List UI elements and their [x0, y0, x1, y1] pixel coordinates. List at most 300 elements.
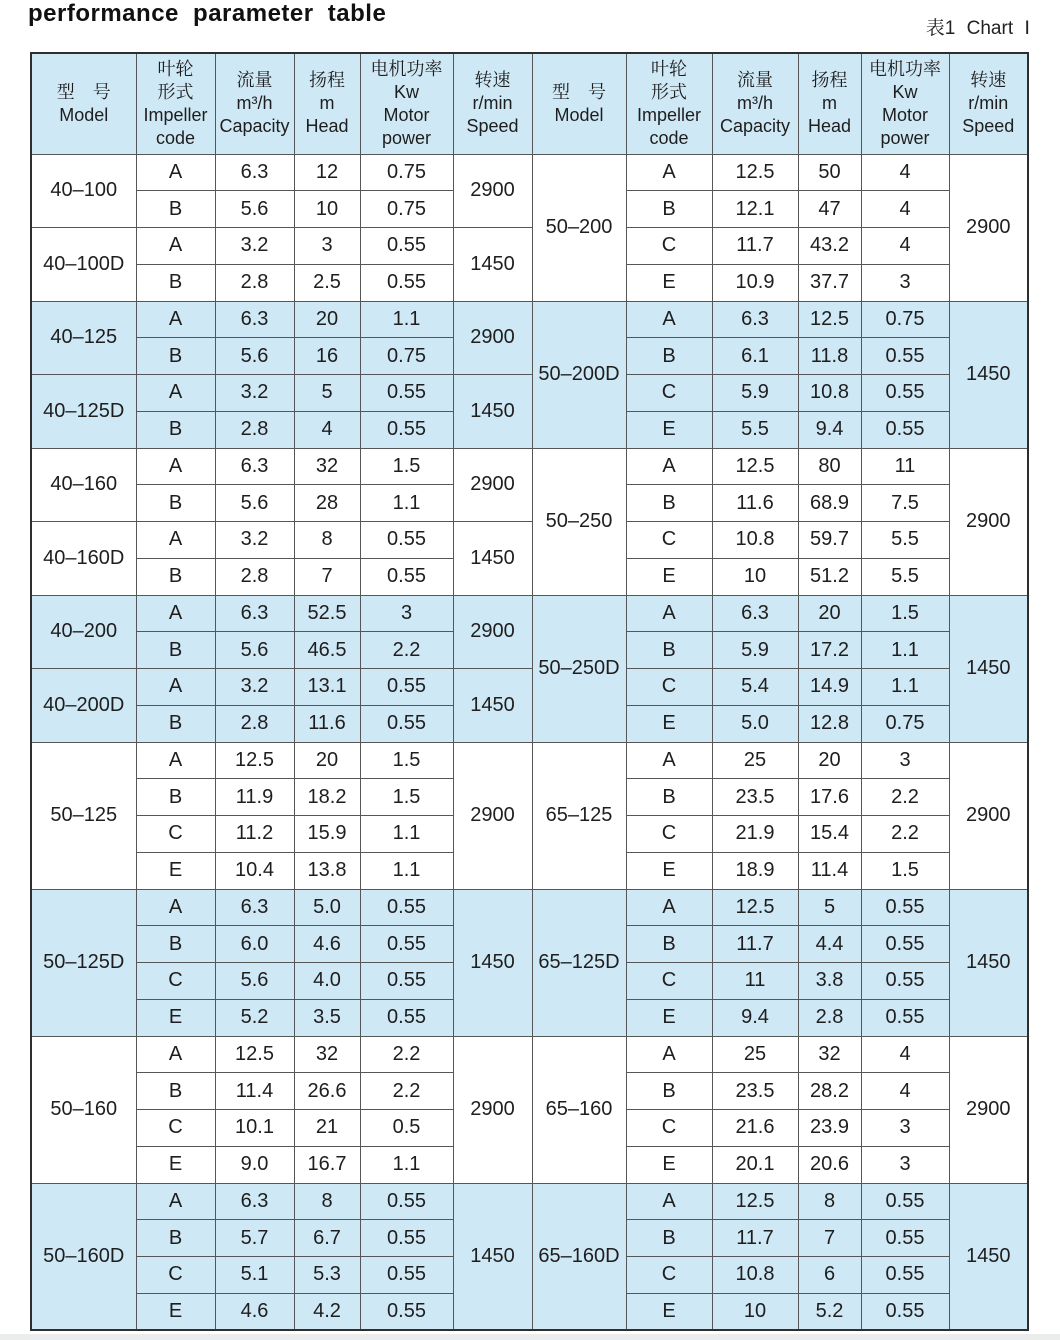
head-cell: 3.5 [294, 999, 360, 1036]
table-row [31, 375, 1028, 412]
impeller-code-cell: A [136, 448, 215, 485]
capacity-cell: 10 [712, 558, 798, 595]
impeller-code-cell: E [626, 999, 712, 1036]
capacity-cell: 9.4 [712, 999, 798, 1036]
impeller-code-cell: E [136, 1293, 215, 1330]
motor-power-cell: 7.5 [861, 485, 949, 522]
model-cell: 40–160 [31, 448, 136, 522]
speed-cell: 2900 [453, 742, 532, 889]
capacity-cell: 6.3 [712, 301, 798, 338]
impeller-code-cell: B [136, 485, 215, 522]
impeller-code-cell: C [626, 1257, 712, 1294]
motor-power-cell: 0.55 [360, 705, 453, 742]
motor-power-cell: 4 [861, 1036, 949, 1073]
impeller-code-cell: B [626, 1220, 712, 1257]
capacity-cell: 11.7 [712, 228, 798, 265]
impeller-code-cell: C [136, 1110, 215, 1147]
motor-power-cell: 1.1 [360, 485, 453, 522]
motor-power-cell: 2.2 [360, 632, 453, 669]
speed-cell: 2900 [949, 448, 1028, 595]
capacity-cell: 12.5 [712, 154, 798, 191]
motor-power-cell: 0.55 [360, 558, 453, 595]
speed-cell: 1450 [453, 522, 532, 596]
speed-cell: 2900 [453, 154, 532, 228]
capacity-cell: 12.5 [215, 742, 294, 779]
capacity-cell: 9.0 [215, 1146, 294, 1183]
motor-power-cell: 1.5 [861, 852, 949, 889]
head-cell: 3 [294, 228, 360, 265]
head-cell: 5 [294, 375, 360, 412]
head-cell: 59.7 [798, 522, 861, 559]
table-row [31, 154, 1028, 191]
speed-cell: 1450 [453, 375, 532, 449]
impeller-code-cell: A [136, 375, 215, 412]
model-cell: 40–200D [31, 669, 136, 743]
table-row [31, 1183, 1028, 1220]
model-cell: 40–200 [31, 595, 136, 669]
motor-power-cell: 1.5 [360, 448, 453, 485]
motor-power-cell: 2.2 [861, 779, 949, 816]
capacity-cell: 5.6 [215, 338, 294, 375]
motor-power-cell: 2.2 [861, 816, 949, 853]
capacity-cell: 12.5 [215, 1036, 294, 1073]
model-cell: 65–125 [532, 742, 626, 889]
performance-table [30, 52, 1029, 1331]
impeller-code-cell: A [626, 1183, 712, 1220]
capacity-cell: 2.8 [215, 264, 294, 301]
motor-power-cell: 4 [861, 154, 949, 191]
motor-power-cell: 0.55 [861, 1257, 949, 1294]
capacity-cell: 2.8 [215, 411, 294, 448]
head-cell: 3.8 [798, 963, 861, 1000]
impeller-code-cell: B [136, 926, 215, 963]
capacity-cell: 20.1 [712, 1146, 798, 1183]
head-cell: 16 [294, 338, 360, 375]
capacity-cell: 4.6 [215, 1293, 294, 1330]
column-header-model: 型 号 Model [31, 53, 136, 154]
speed-cell: 2900 [949, 1036, 1028, 1183]
head-cell: 2.5 [294, 264, 360, 301]
capacity-cell: 11.4 [215, 1073, 294, 1110]
capacity-cell: 3.2 [215, 375, 294, 412]
table-row [31, 522, 1028, 559]
impeller-code-cell: B [626, 632, 712, 669]
impeller-code-cell: C [626, 228, 712, 265]
column-header-model: 型 号 Model [532, 53, 626, 154]
head-cell: 5.0 [294, 889, 360, 926]
head-cell: 32 [798, 1036, 861, 1073]
model-cell: 50–250D [532, 595, 626, 742]
impeller-code-cell: C [626, 1110, 712, 1147]
head-cell: 11.6 [294, 705, 360, 742]
column-header-impeller-code: 叶轮 形式 Impeller code [626, 53, 712, 154]
motor-power-cell: 0.55 [360, 889, 453, 926]
impeller-code-cell: C [136, 816, 215, 853]
head-cell: 50 [798, 154, 861, 191]
head-cell: 4.6 [294, 926, 360, 963]
head-cell: 20 [798, 595, 861, 632]
column-header-capacity: 流量 m³/h Capacity [215, 53, 294, 154]
head-cell: 8 [798, 1183, 861, 1220]
speed-cell: 2900 [453, 595, 532, 669]
head-cell: 28.2 [798, 1073, 861, 1110]
speed-cell: 1450 [453, 1183, 532, 1330]
speed-cell: 1450 [949, 595, 1028, 742]
capacity-cell: 18.9 [712, 852, 798, 889]
impeller-code-cell: A [626, 1036, 712, 1073]
motor-power-cell: 0.75 [360, 338, 453, 375]
impeller-code-cell: C [626, 963, 712, 1000]
capacity-cell: 23.5 [712, 779, 798, 816]
motor-power-cell: 5.5 [861, 558, 949, 595]
head-cell: 18.2 [294, 779, 360, 816]
impeller-code-cell: E [136, 852, 215, 889]
model-cell: 50–200 [532, 154, 626, 301]
impeller-code-cell: A [626, 448, 712, 485]
model-cell: 50–200D [532, 301, 626, 448]
motor-power-cell: 0.55 [360, 669, 453, 706]
motor-power-cell: 1.1 [360, 816, 453, 853]
speed-cell: 2900 [949, 154, 1028, 301]
capacity-cell: 3.2 [215, 669, 294, 706]
impeller-code-cell: C [136, 1257, 215, 1294]
model-cell: 50–160D [31, 1183, 136, 1330]
impeller-code-cell: B [136, 558, 215, 595]
motor-power-cell: 1.1 [360, 1146, 453, 1183]
speed-cell: 1450 [453, 228, 532, 302]
head-cell: 13.8 [294, 852, 360, 889]
capacity-cell: 6.3 [215, 154, 294, 191]
capacity-cell: 2.8 [215, 558, 294, 595]
capacity-cell: 6.3 [215, 1183, 294, 1220]
speed-cell: 2900 [453, 448, 532, 522]
impeller-code-cell: A [136, 154, 215, 191]
motor-power-cell: 3 [360, 595, 453, 632]
model-cell: 40–125 [31, 301, 136, 375]
head-cell: 12.5 [798, 301, 861, 338]
capacity-cell: 5.6 [215, 485, 294, 522]
head-cell: 17.6 [798, 779, 861, 816]
head-cell: 8 [294, 1183, 360, 1220]
head-cell: 21 [294, 1110, 360, 1147]
capacity-cell: 5.4 [712, 669, 798, 706]
speed-cell: 1450 [949, 889, 1028, 1036]
motor-power-cell: 0.55 [861, 1220, 949, 1257]
capacity-cell: 11.9 [215, 779, 294, 816]
impeller-code-cell: B [136, 411, 215, 448]
motor-power-cell: 0.55 [360, 963, 453, 1000]
impeller-code-cell: C [626, 669, 712, 706]
head-cell: 47 [798, 191, 861, 228]
impeller-code-cell: A [136, 522, 215, 559]
speed-cell: 1450 [949, 1183, 1028, 1330]
motor-power-cell: 3 [861, 1146, 949, 1183]
capacity-cell: 2.8 [215, 705, 294, 742]
model-cell: 40–100 [31, 154, 136, 228]
column-header-speed: 转速 r/min Speed [949, 53, 1028, 154]
capacity-cell: 10 [712, 1293, 798, 1330]
head-cell: 80 [798, 448, 861, 485]
head-cell: 20.6 [798, 1146, 861, 1183]
capacity-cell: 12.5 [712, 889, 798, 926]
capacity-cell: 6.3 [215, 595, 294, 632]
motor-power-cell: 0.55 [861, 338, 949, 375]
capacity-cell: 25 [712, 742, 798, 779]
capacity-cell: 12.5 [712, 1183, 798, 1220]
head-cell: 68.9 [798, 485, 861, 522]
impeller-code-cell: B [626, 1073, 712, 1110]
capacity-cell: 5.2 [215, 999, 294, 1036]
capacity-cell: 21.9 [712, 816, 798, 853]
motor-power-cell: 11 [861, 448, 949, 485]
motor-power-cell: 0.75 [360, 154, 453, 191]
motor-power-cell: 0.55 [360, 522, 453, 559]
capacity-cell: 12.5 [712, 448, 798, 485]
capacity-cell: 5.6 [215, 632, 294, 669]
head-cell: 43.2 [798, 228, 861, 265]
model-cell: 50–125D [31, 889, 136, 1036]
head-cell: 32 [294, 448, 360, 485]
impeller-code-cell: A [626, 154, 712, 191]
capacity-cell: 5.6 [215, 191, 294, 228]
motor-power-cell: 3 [861, 742, 949, 779]
model-cell: 50–125 [31, 742, 136, 889]
column-header-capacity: 流量 m³/h Capacity [712, 53, 798, 154]
head-cell: 10 [294, 191, 360, 228]
motor-power-cell: 0.55 [861, 963, 949, 1000]
capacity-cell: 25 [712, 1036, 798, 1073]
motor-power-cell: 0.75 [861, 705, 949, 742]
impeller-code-cell: A [626, 595, 712, 632]
capacity-cell: 10.8 [712, 1257, 798, 1294]
motor-power-cell: 1.5 [861, 595, 949, 632]
motor-power-cell: 0.55 [861, 1293, 949, 1330]
impeller-code-cell: C [626, 522, 712, 559]
head-cell: 20 [798, 742, 861, 779]
impeller-code-cell: C [626, 816, 712, 853]
capacity-cell: 11.7 [712, 1220, 798, 1257]
motor-power-cell: 0.55 [360, 1257, 453, 1294]
motor-power-cell: 0.55 [360, 375, 453, 412]
motor-power-cell: 0.75 [861, 301, 949, 338]
table-row [31, 228, 1028, 265]
head-cell: 6.7 [294, 1220, 360, 1257]
head-cell: 4 [294, 411, 360, 448]
motor-power-cell: 0.55 [861, 411, 949, 448]
page-title: performance parameter table [28, 0, 387, 27]
motor-power-cell: 0.75 [360, 191, 453, 228]
capacity-cell: 3.2 [215, 522, 294, 559]
impeller-code-cell: E [626, 558, 712, 595]
impeller-code-cell: B [626, 926, 712, 963]
capacity-cell: 5.0 [712, 705, 798, 742]
motor-power-cell: 0.5 [360, 1110, 453, 1147]
motor-power-cell: 1.5 [360, 779, 453, 816]
impeller-code-cell: E [626, 264, 712, 301]
table-row [31, 669, 1028, 706]
capacity-cell: 5.9 [712, 375, 798, 412]
motor-power-cell: 0.55 [360, 999, 453, 1036]
speed-cell: 2900 [453, 301, 532, 375]
capacity-cell: 6.0 [215, 926, 294, 963]
motor-power-cell: 0.55 [360, 1293, 453, 1330]
motor-power-cell: 3 [861, 1110, 949, 1147]
capacity-cell: 5.1 [215, 1257, 294, 1294]
column-header-motor-power: 电机功率 Kw Motor power [360, 53, 453, 154]
capacity-cell: 5.7 [215, 1220, 294, 1257]
table-row [31, 448, 1028, 485]
capacity-cell: 21.6 [712, 1110, 798, 1147]
head-cell: 13.1 [294, 669, 360, 706]
capacity-cell: 11.6 [712, 485, 798, 522]
head-cell: 51.2 [798, 558, 861, 595]
impeller-code-cell: A [626, 889, 712, 926]
model-cell: 65–125D [532, 889, 626, 1036]
motor-power-cell: 1.5 [360, 742, 453, 779]
motor-power-cell: 2.2 [360, 1073, 453, 1110]
motor-power-cell: 4 [861, 228, 949, 265]
head-cell: 32 [294, 1036, 360, 1073]
impeller-code-cell: A [136, 889, 215, 926]
speed-cell: 1450 [453, 669, 532, 743]
head-cell: 8 [294, 522, 360, 559]
column-header-head: 扬程 m Head [294, 53, 360, 154]
column-header-impeller-code: 叶轮 形式 Impeller code [136, 53, 215, 154]
impeller-code-cell: A [626, 742, 712, 779]
motor-power-cell: 5.5 [861, 522, 949, 559]
impeller-code-cell: B [136, 779, 215, 816]
impeller-code-cell: C [626, 375, 712, 412]
table-body [31, 154, 1028, 1330]
model-cell: 40–100D [31, 228, 136, 302]
table-row [31, 595, 1028, 632]
model-cell: 50–250 [532, 448, 626, 595]
impeller-code-cell: B [136, 264, 215, 301]
head-cell: 23.9 [798, 1110, 861, 1147]
column-header-motor-power: 电机功率 Kw Motor power [861, 53, 949, 154]
capacity-cell: 5.5 [712, 411, 798, 448]
impeller-code-cell: E [136, 1146, 215, 1183]
impeller-code-cell: B [626, 779, 712, 816]
head-cell: 9.4 [798, 411, 861, 448]
page-edge-strip [0, 1334, 1060, 1340]
head-cell: 52.5 [294, 595, 360, 632]
speed-cell: 2900 [949, 742, 1028, 889]
capacity-cell: 6.1 [712, 338, 798, 375]
impeller-code-cell: A [136, 669, 215, 706]
head-cell: 4.2 [294, 1293, 360, 1330]
head-cell: 2.8 [798, 999, 861, 1036]
capacity-cell: 6.3 [712, 595, 798, 632]
table-row [31, 889, 1028, 926]
head-cell: 7 [294, 558, 360, 595]
impeller-code-cell: B [136, 705, 215, 742]
motor-power-cell: 4 [861, 191, 949, 228]
head-cell: 10.8 [798, 375, 861, 412]
head-cell: 37.7 [798, 264, 861, 301]
impeller-code-cell: E [136, 999, 215, 1036]
motor-power-cell: 3 [861, 264, 949, 301]
column-header-speed: 转速 r/min Speed [453, 53, 532, 154]
head-cell: 20 [294, 301, 360, 338]
impeller-code-cell: A [136, 301, 215, 338]
capacity-cell: 10.4 [215, 852, 294, 889]
head-cell: 17.2 [798, 632, 861, 669]
header-row [31, 53, 1028, 154]
impeller-code-cell: E [626, 852, 712, 889]
capacity-cell: 11.2 [215, 816, 294, 853]
motor-power-cell: 0.55 [861, 889, 949, 926]
impeller-code-cell: E [626, 1146, 712, 1183]
motor-power-cell: 0.55 [360, 1183, 453, 1220]
model-cell: 40–160D [31, 522, 136, 596]
impeller-code-cell: C [136, 963, 215, 1000]
head-cell: 28 [294, 485, 360, 522]
impeller-code-cell: E [626, 411, 712, 448]
impeller-code-cell: B [626, 485, 712, 522]
impeller-code-cell: B [136, 338, 215, 375]
table-caption: 表1 Chart Ⅰ [925, 18, 1030, 39]
head-cell: 15.4 [798, 816, 861, 853]
motor-power-cell: 0.55 [861, 375, 949, 412]
capacity-cell: 10.9 [712, 264, 798, 301]
table-row [31, 1036, 1028, 1073]
capacity-cell: 11 [712, 963, 798, 1000]
speed-cell: 2900 [453, 1036, 532, 1183]
motor-power-cell: 1.1 [861, 632, 949, 669]
head-cell: 12 [294, 154, 360, 191]
head-cell: 7 [798, 1220, 861, 1257]
head-cell: 20 [294, 742, 360, 779]
speed-cell: 1450 [453, 889, 532, 1036]
motor-power-cell: 0.55 [360, 411, 453, 448]
motor-power-cell: 0.55 [360, 264, 453, 301]
capacity-cell: 6.3 [215, 889, 294, 926]
motor-power-cell: 0.55 [360, 926, 453, 963]
impeller-code-cell: B [626, 338, 712, 375]
capacity-cell: 10.1 [215, 1110, 294, 1147]
impeller-code-cell: B [136, 1220, 215, 1257]
head-cell: 14.9 [798, 669, 861, 706]
speed-cell: 1450 [949, 301, 1028, 448]
capacity-cell: 6.3 [215, 301, 294, 338]
impeller-code-cell: B [136, 632, 215, 669]
capacity-cell: 12.1 [712, 191, 798, 228]
motor-power-cell: 2.2 [360, 1036, 453, 1073]
capacity-cell: 11.7 [712, 926, 798, 963]
capacity-cell: 10.8 [712, 522, 798, 559]
impeller-code-cell: A [136, 595, 215, 632]
motor-power-cell: 0.55 [861, 926, 949, 963]
impeller-code-cell: A [136, 1036, 215, 1073]
motor-power-cell: 0.55 [360, 228, 453, 265]
impeller-code-cell: B [626, 191, 712, 228]
motor-power-cell: 0.55 [861, 999, 949, 1036]
model-cell: 50–160 [31, 1036, 136, 1183]
capacity-cell: 5.9 [712, 632, 798, 669]
table-header [31, 53, 1028, 154]
head-cell: 6 [798, 1257, 861, 1294]
capacity-cell: 23.5 [712, 1073, 798, 1110]
head-cell: 12.8 [798, 705, 861, 742]
table-row [31, 742, 1028, 779]
motor-power-cell: 1.1 [360, 301, 453, 338]
impeller-code-cell: B [136, 1073, 215, 1110]
head-cell: 11.4 [798, 852, 861, 889]
head-cell: 11.8 [798, 338, 861, 375]
head-cell: 46.5 [294, 632, 360, 669]
impeller-code-cell: E [626, 1293, 712, 1330]
